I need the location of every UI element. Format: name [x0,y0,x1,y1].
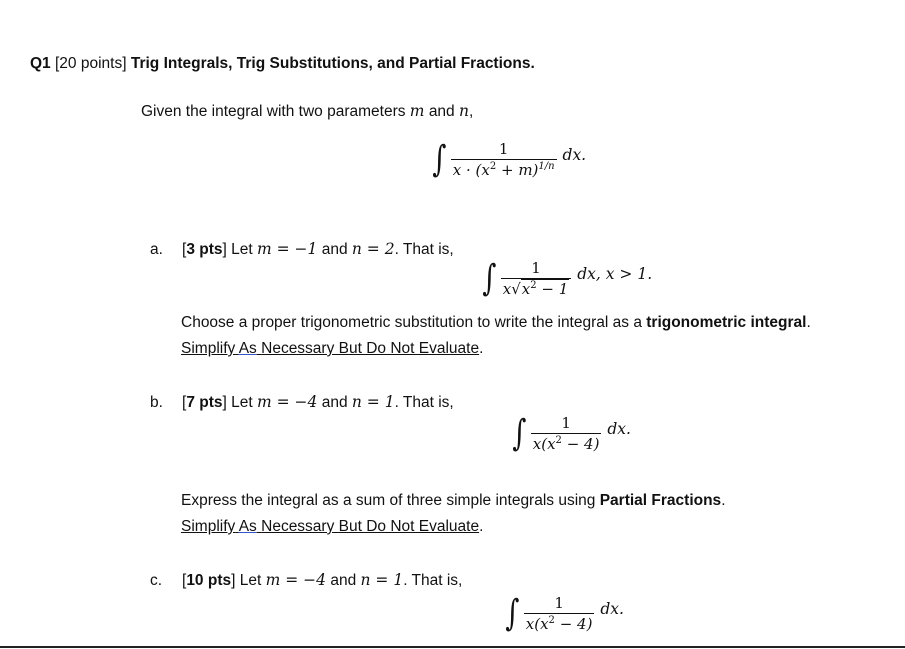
question-label: Q1 [30,55,51,72]
fraction-denominator: $x \cdot (x^2 + m)^{1/n}$ [452,161,555,179]
part-b-n-condition: n = 1 [351,393,395,411]
part-b-integral [510,414,631,453]
differential: dx. [562,145,587,164]
part-b-simplify-note: Simplify As Necessary But Do Not Evaluate. [181,518,484,535]
part-a-n-condition: n = 2 [351,240,395,258]
integral-sign: ∫ [482,257,497,299]
differential: dx, x > 1. [577,264,653,283]
part-a-label: a. [150,241,163,258]
part-c-label: c. [150,572,163,589]
part-a-simplify-note: Simplify As Necessary But Do Not Evaluate. [181,340,484,357]
part-c-points: 10 pts [186,572,232,589]
part-c-fraction: $\frac{1}{x(x^2 - 4)}$ [525,594,593,633]
main-integral [430,140,586,179]
integral-sign: ∫ [505,592,520,634]
part-b-points: 7 pts [186,394,223,411]
part-b-fraction: $\frac{1}{x(x^2 - 4)}$ [532,414,600,453]
part-a-instruction: Choose a proper trigonometric substitution to write the integral as a trigonometric integral. [181,314,811,331]
part-c-integral [503,594,624,633]
differential: dx. [607,419,631,438]
part-c-prompt: c. [10 pts] Let m = −4 and n = 1. That is, [150,571,463,589]
part-c-n-condition: n = 1 [360,571,404,589]
fraction-numerator: 1 [498,140,509,158]
question-points: [20 points] [55,55,127,72]
integral-sign: ∫ [512,412,527,454]
question-title: Trig Integrals, Trig Substitutions, and Partial Fractions. [130,55,535,72]
part-a-m-condition: m = −1 [257,240,318,258]
question-header [30,55,535,73]
integral-sign: ∫ [432,138,447,180]
differential: dx. [600,599,624,618]
part-a-fraction: $\frac{1}{x√x^2 - 1}$ [501,259,572,298]
part-c-m-condition: m = −4 [265,571,327,589]
part-b-instruction: Express the integral as a sum of three simple integrals using Partial Fractions. [181,492,726,509]
part-a-prompt: a. [3 pts] Let m = −1 and n = 2. That is, [150,240,454,258]
main-fraction [451,140,557,179]
part-a-points: 3 pts [186,241,223,258]
part-a-integral [480,259,652,298]
page-bottom-rule [0,646,905,648]
part-b-label: b. [150,394,163,411]
part-b-m-condition: m = −4 [257,393,318,411]
intro-text: Given the integral with two parameters m and n, [141,102,474,120]
part-b-prompt: b. [7 pts] Let m = −4 and n = 1. That is, [150,393,454,411]
